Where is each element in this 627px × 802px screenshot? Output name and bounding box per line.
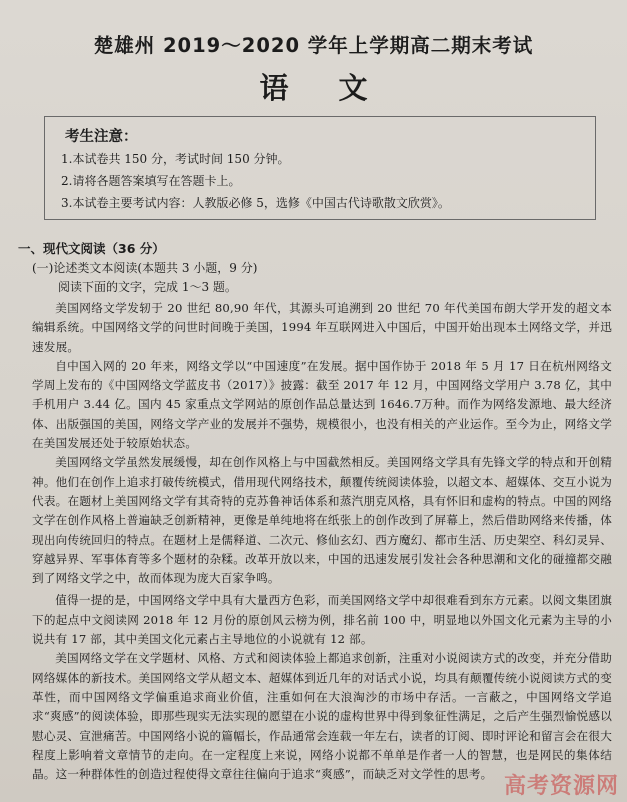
- passage-paragraph: 自中国入网的 20 年来，网络文学以“中国速度”在发展。据中国作协于 2018 年 5 月 17 日在杭州网络文学周上发布的《中国网络文学蓝皮书（2017）》披露：截至 2017 年 12 月，中国网络文学用户 3.78 亿，其中手机用户 3.44 亿。国内 45 家重点文学网站的原创作品总量达到 1646.7万种。而作为网络发源地、最大经济体、出版强国的美国，网络文学产业的发展并不强势，规模很小，也没有相关的产业运作。至今为止，网络文学在美国发展还处于较原始状态。: [32, 358, 612, 451]
- notice-item: 1.本试卷共 150 分，考试时间 150 分钟。: [61, 152, 290, 166]
- passage-paragraph: 美国网络文学在文学题材、风格、方式和阅读体验上都追求创新，注重对小说阅读方式的改变，并充分借助网络媒体的新技术。美国网络文学从超文本、超媒体到近几年的对话式小说，均具有颠覆传统小说阅读方式的变革性，而中国网络文学偏重追求商业价值，注重如何在大浪淘沙的市场中存活。一言蔽之，中国网络文学追求“爽感”的阅读体验，即那些现实无法实现的愿望在小说的虚构世界中得到象征性满足，之后产生强烈愉悦感以慰心灵、宣泄痛苦。中国网络小说的篇幅长，作品通常会连载一年左右，读者的订阅、即时评论和留言会在很大程度上影响着文章情节的走向。在一定程度上来说，网络小说都不单单是作者一人的智慧，也是网民的集体结晶。这一种群体性的创造过程使得文章往往偏向于追求“爽感”，而缺乏对文学性的思考。: [32, 651, 612, 782]
- notice-box: [44, 116, 596, 220]
- subject-title: 语文: [259, 71, 418, 105]
- exam-title: 楚雄州 2019～2020 学年上学期高二期末考试: [93, 34, 534, 57]
- notice-item: 3.本试卷主要考试内容：人教版必修 5，选修《中国古代诗歌散文欣赏》。: [61, 196, 450, 210]
- passage-paragraph: 美国网络文学虽然发展缓慢，却在创作风格上与中国截然相反。美国网络文学具有先锋文学的特点和开创精神。他们在创作上追求打破传统模式，借用现代网络技术，颠覆传统阅读体验，以超文本、超媒体、交互小说为代表。在题材上美国网络文学有其奇特的克苏鲁神话体系和蒸汽朋克风格，具有怀旧和虚构的特点。中国的网络文学在创作风格上普遍缺乏创新精神，更像是单纯地将在纸张上的创作改到了屏幕上，然后借助网络来传播，体现出向传统回归的特点。在题材上是儒释道、二次元、修仙玄幻、西方魔幻、都市生活、历史架空、科幻灵异、穿越异界、军事体育等多个题材的杂糅。改革开放以来，中国的迅速发展引发社会各种思潮和文化的碰撞都交融到了网络文学之中，故而体现为庞大百家争鸣。: [32, 455, 612, 586]
- notice-item: 2.请将各题答案填写在答题卡上。: [61, 174, 241, 188]
- subsection-title: (一)论述类文本阅读(本题共 3 小题，9 分): [32, 261, 258, 275]
- notice-title: 考生注意：: [65, 129, 138, 145]
- passage-paragraph: 值得一提的是，中国网络文学中具有大量西方色彩，而美国网络文学中却很难看到东方元素。以阅文集团旗下的起点中文阅读网 2018 年 12 月份的原创风云榜为例，排名前 100 中，明显地以外国文化元素为主导的小说共有 17 部，其中美国文化元素占主导地位的小说就有 12 部。: [32, 593, 612, 647]
- reading-passage: [32, 299, 612, 784]
- passage-paragraph: 美国网络文学发轫于 20 世纪 80,90 年代，其源头可追溯到 20 世纪 70 年代美国布朗大学开发的超文本编辑系统。中国网络文学的问世时间晚于美国，1994 年互联网进入中国后，中国开始出现本土网络文学，并迅速发展。: [32, 301, 612, 354]
- watermark-logo: 高考资源网: [503, 774, 619, 799]
- reading-instruction: 阅读下面的文字，完成 1～3 题。: [58, 280, 237, 294]
- section-title: 一、现代文阅读（36 分）: [18, 241, 165, 256]
